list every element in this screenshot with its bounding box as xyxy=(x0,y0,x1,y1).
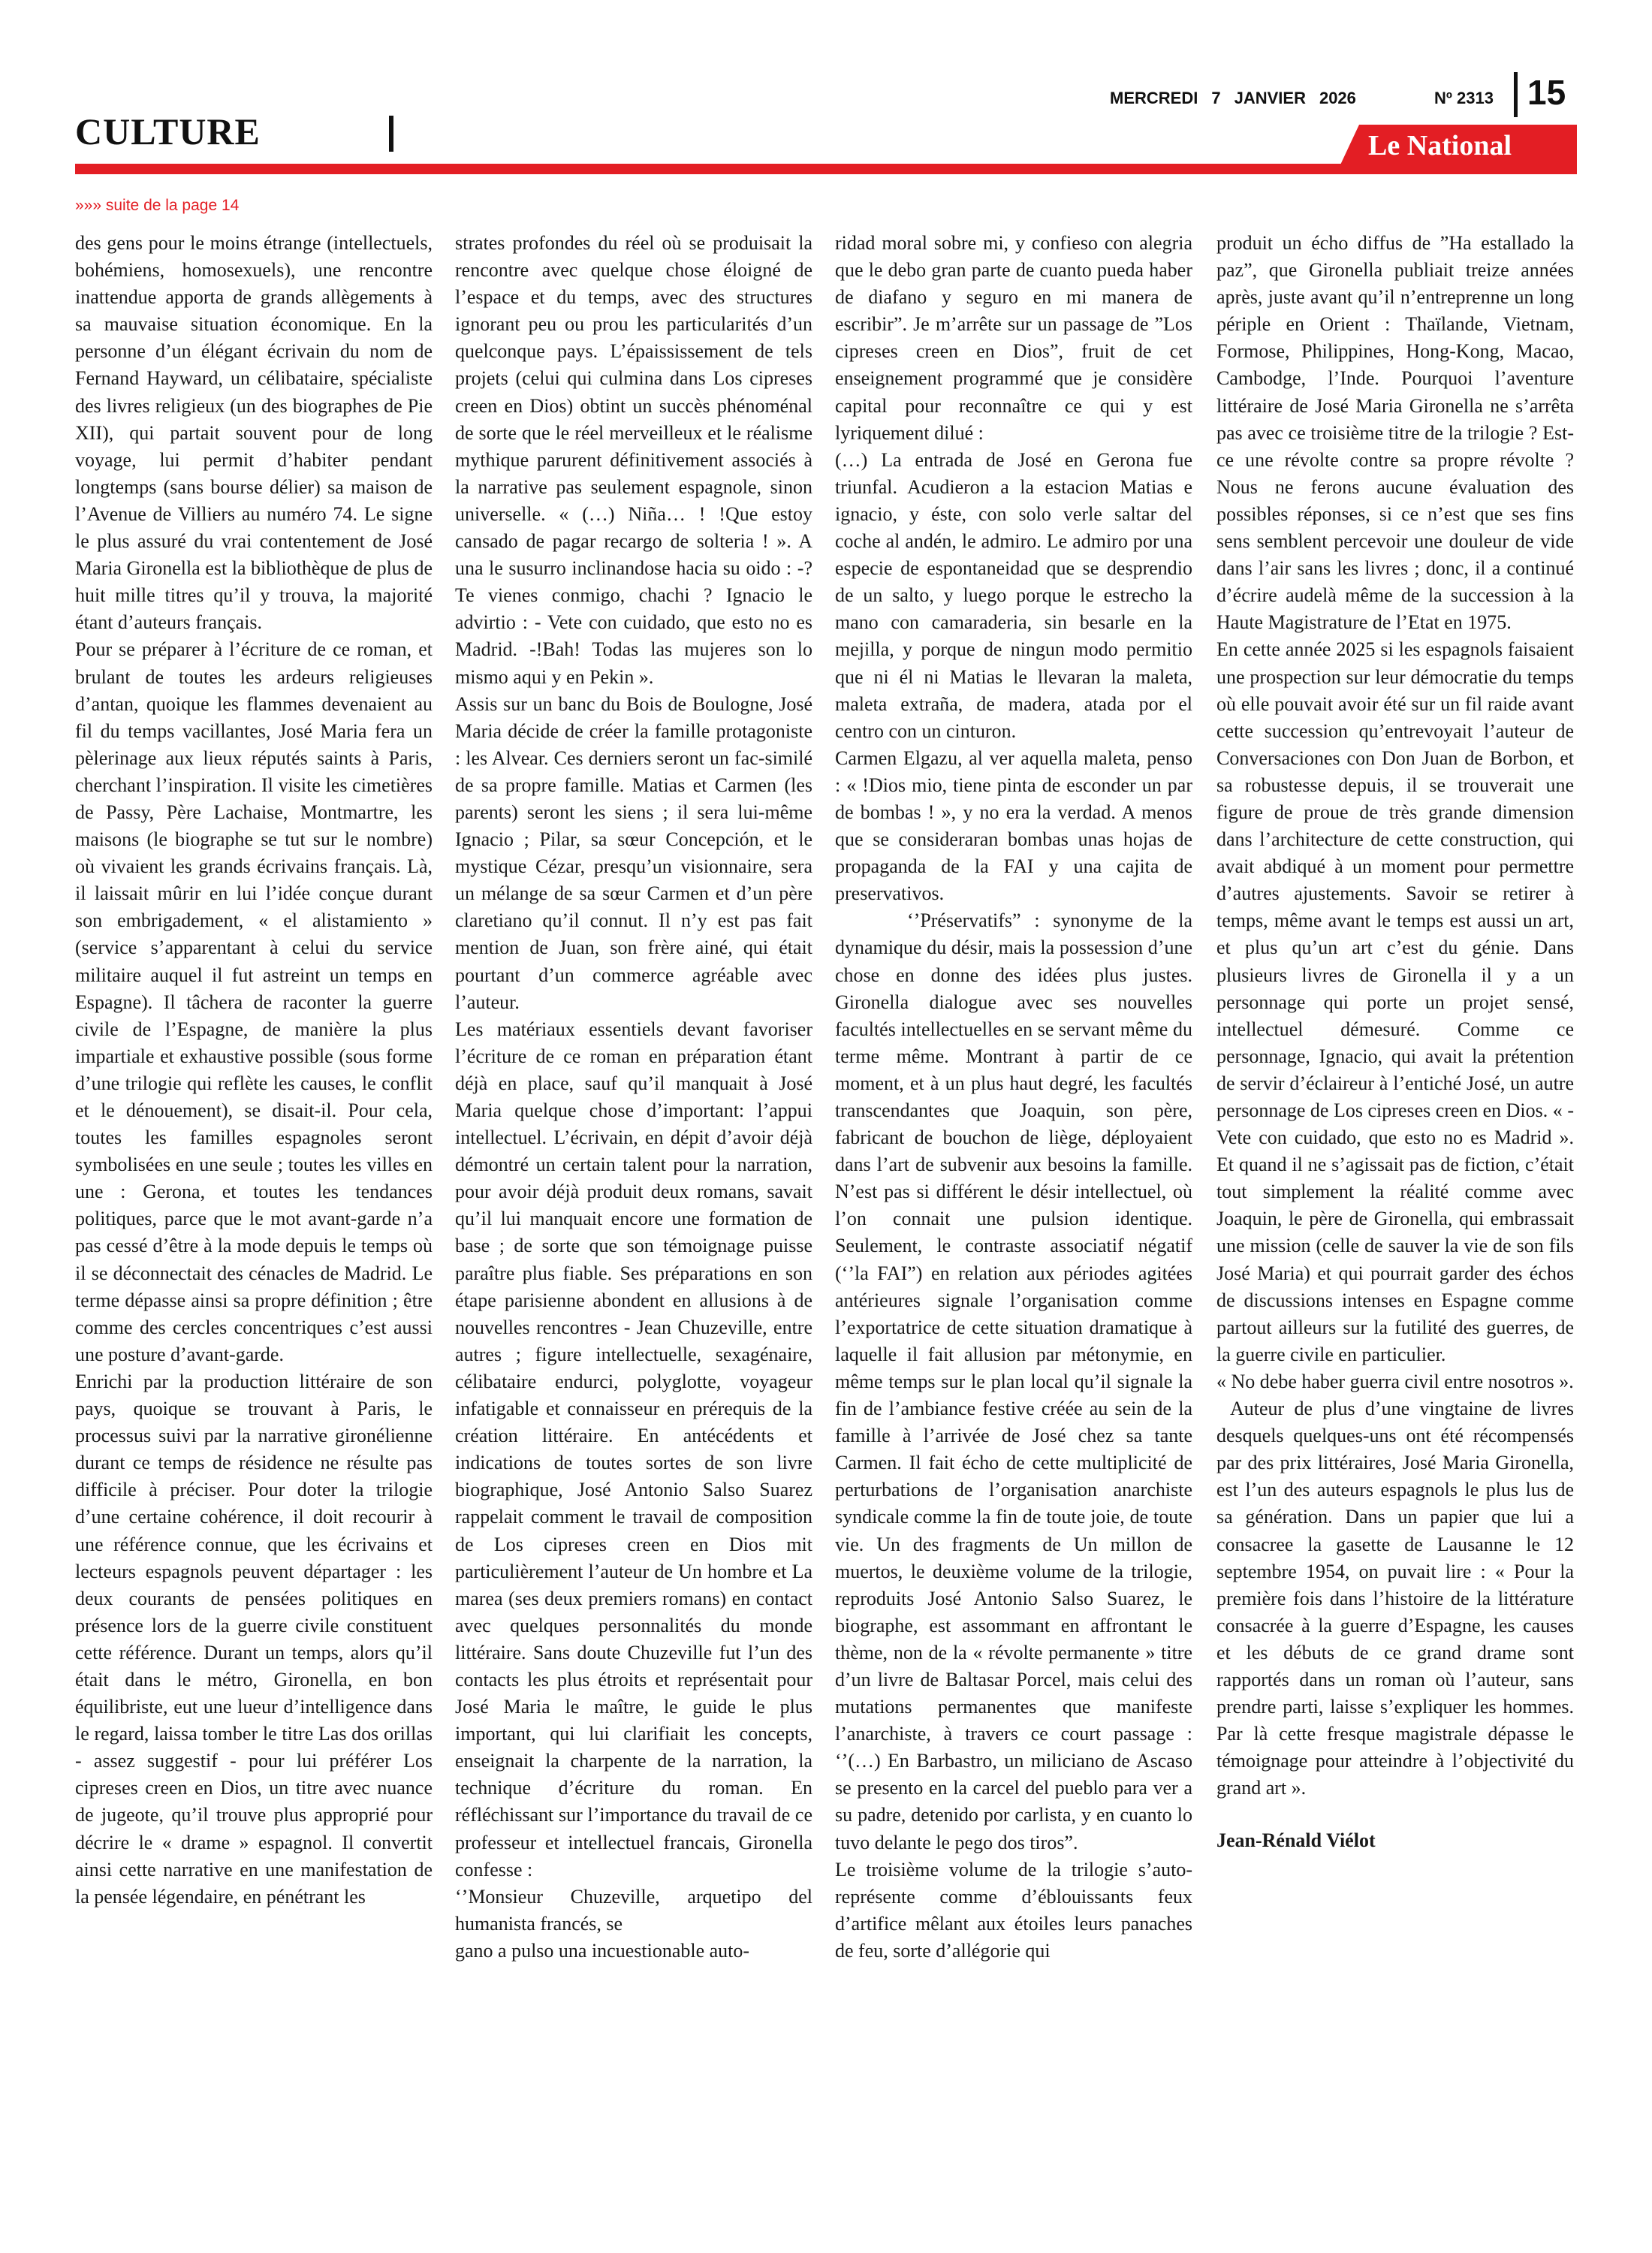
article-column-4 xyxy=(1216,230,1574,1855)
article-column-3 xyxy=(835,230,1192,1965)
paragraph: strates profondes du réel où se produisait la rencontre avec quelque chose éloigné de l’espace et du temps, avec des structures ignorant peu ou prou les particularités d’un quelconque pays. L’épaississement de tels projets (celui qui culmina dans Los cipreses creen en Dios) obtint un succès phénoménal de sorte que le réel merveilleux et le réalisme mythique parurent définitivement associés à la narrative pas seulement espagnole, sinon universelle. « (…) Niña… ! !Que estoy cansado de pagar recargo de solteria ! ». A una le susurro inclinandose hacia su oido : -?Te vienes conmigo, chachi ? Ignacio le advirtio : - Vete con cuidado, que esto no es Madrid. -!Bah! Todas las mujeres son lo mismo aqui y en Pekin ». xyxy=(455,232,812,688)
date-day: 7 xyxy=(1211,89,1221,107)
section-title: CULTURE xyxy=(75,110,261,152)
date-month: JANVIER xyxy=(1234,89,1306,107)
paragraph: Carmen Elgazu, al ver aquella maleta, penso : « !Dios mio, tiene pinta de esconder un par de bombas ! », y no era la verdad. A menos que se consideraran bombas unas hojas de propaganda de la FAI y una cajita de preservativos. xyxy=(835,746,1192,905)
paragraph: Les matériaux essentiels devant favoriser l’écriture de ce roman en préparation étant déjà en place, sauf qu’il manquait à José Maria quelque chose d’important: l’appui intellectuel. L’écrivain, en dépit d’avoir déjà démontré un certain talent pour la narration, pour avoir déjà produit deux romans, savait qu’il lui manquait encore une formation de base ; de sorte que son témoignage puisse paraître plus fiable. Ses préparations en son étape parisienne abondent en allusions à de nouvelles rencontres - Jean Chuzeville, entre autres ; figure intellectuelle, sexagénaire, célibataire endurci, polyglotte, voyageur infatigable et connaisseur en prérequis de la création littéraire. En antécédents et indications de toutes sortes de son livre biographique, José Antonio Salso Suarez rappelait comment le travail de composition de Los cipreses creen en Dios mit particulièrement l’auteur de Un hombre et La marea (ses deux premiers romans) en contact avec quelques personnalités du monde littéraire. Sans doute Chuzeville fut l’un des contacts les plus étroits et représentait pour José Maria le maître, le guide le plus important, qui lui clarifiait les concepts, enseignait la charpente de la narration, la technique d’écriture du roman. En réfléchissant sur l’importance du travail de ce professeur et intellectuel francais, Gironella confesse : xyxy=(455,1018,812,1881)
issue-number: Nº 2313 xyxy=(1434,89,1494,107)
paragraph: En cette année 2025 si les espagnols faisaient une prospection sur leur démocratie du temps où elle pouvait avoir été sur un fil raide avant cette succession qu’entrevoyait l’auteur de Conversaciones con Don Juan de Borbon, et sa robustesse depuis, il se trouverait une figure de proue de très grande dimension dans l’architecture de cette construction, qui avait abdiqué à un moment pour permettre d’autres ajustements. Savoir se retirer à temps, même avant le temps est aussi un art, et plus qu’un art c’est du génie. Dans plusieurs livres de Gironella il y a un personnage qui porte un projet sensé, intellectuel démesuré. Comme ce personnage, Ignacio, qui avait la prétention de servir d’éclaireur à l’entiché José, un autre personnage de Los cipreses creen en Dios. « -Vete con cuidado, que esto no es Madrid ». Et quand il ne s’agissait pas de fiction, c’était tout simplement la réalité comme avec Joaquin, le père de Gironella, qui embrassait une mission (celle de sauver la vie de son fils José Maria) et qui pourrait garder des échos de discussions intenses en Espagne comme partout ailleurs sur la futilité des guerres, de la guerre civile en particulier. xyxy=(1216,638,1574,1365)
brand-label: Le National xyxy=(1368,130,1512,161)
paragraph: Le troisième volume de la trilogie s’auto-représente comme d’éblouissants feux d’artifice mêlant aux étoiles leurs panaches de feu, sorte d’allégorie qui xyxy=(835,1858,1192,1962)
page-number-divider xyxy=(1514,72,1518,117)
paragraph: Auteur de plus d’une vingtaine de livres desquels quelques-uns ont été récompensés par des prix littéraires, José Maria Gironella, est l’un des auteurs espagnols le plus lus de sa génération. Dans un papier que lui a consacree la gasette de Lausanne le 12 septembre 1954, on puvait lire : « Pour la première fois dans l’histoire de la littérature consacrée à la guerre d’Espagne, les causes et les débuts de ce grand drame sont rapportés dans un roman où l’auteur, sans prendre parti, laisse s’expliquer les hommes. Par là cette fresque magistrale dépasse le témoignage pour atteindre à l’objectivité du grand art ». xyxy=(1216,1398,1574,1799)
article-column-1 xyxy=(75,230,433,1911)
paragraph: gano a pulso una incuestionable auto- xyxy=(455,1939,750,1962)
continued-from-link[interactable]: »»» suite de la page 14 xyxy=(75,197,240,214)
paragraph: ‘’Monsieur Chuzeville, arquetipo del humanista francés, se xyxy=(455,1885,812,1935)
date-year: 2026 xyxy=(1319,89,1356,107)
weekday: MERCREDI xyxy=(1110,89,1198,107)
paragraph: Assis sur un banc du Bois de Boulogne, José Maria décide de créer la famille protagoniste : les Alvear. Ces derniers seront un fac-similé de sa propre famille. Matias et Carmen (les parents) seront les siens ; il sera lui-même Ignacio ; Pilar, sa sœur Concepción, et le mystique Cézar, presqu’un visionnaire, sera un mélange de sa sœur Carmen et d’un père claretiano qu’il connut. Il n’y est pas fait mention de Juan, son frère ainé, qui était pourtant d’un commerce agréable avec l’auteur. xyxy=(455,692,812,1013)
paragraph: Pour se préparer à l’écriture de ce roman, et brulant de toutes les ardeurs religieuses d’antan, quoique les flammes devenaient au fil du temps vacillantes, José Maria fera un pèlerinage aux lieux réputés saints à Paris, cherchant l’inspiration. Il visite les cimetières de Passy, Père Lachaise, Montmartre, les maisons (le biographe se tut sur le nombre) où vivaient les grands écrivains français. Là, il laissait mûrir en lui l’idée conçue durant son embrigadement, « el alistamiento » (service s’apparentant à celui du service militaire auquel il fut astreint un temps en Espagne). Il tâchera de raconter la guerre civile de l’Espagne, de manière la plus impartiale et exhaustive possible (sous forme d’une trilogie qui reflète les causes, le conflit et le dénouement), se disait-il. Pour cela, toutes les familles espagnoles seront symbolisées en une seule ; toutes les villes en une : Gerona, et toutes les tendances politiques, parce que le mot avant-garde n’a pas cessé d’être à la mode depuis le temps où il se déconnectait des cénacles de Madrid. Le terme dépasse ainsi sa propre définition ; être comme des cercles concentriques c’est aussi une posture d’avant-garde. xyxy=(75,638,433,1365)
paragraph: Enrichi par la production littéraire de son pays, quoique se trouvant à Paris, le processus suivi par la narrative gironélienne durant ce temps de résidence ne résulte pas difficile à préciser. Pour doter la trilogie d’une certaine cohérence, il doit recourir à une référence connue, que les écrivains et lecteurs espagnols peuvent départager : les deux courants de pensées politiques en présence lors de la guerre civile constituent cette référence. Durant un temps, alors qu’il était dans le métro, Gironella, en bon équilibriste, eut une lueur d’intelligence dans le regard, laissa tomber le titre Las dos orillas - assez suggestif - pour lui préférer Los cipreses creen en Dios, un titre avec nuance de jugeote, qu’il trouve plus approprié pour décrire le « drame » espagnol. Il convertit ainsi cette narrative en une manifestation de la pensée légendaire, en pénétrant les xyxy=(75,1370,433,1908)
paragraph: (…) La entrada de José en Gerona fue triunfal. Acudieron a la estacion Matias e ignacio, y éste, con solo verle saltar del coche al andén, le admiro. Le admiro por una especie de espontaneidad que se desprendio de un salto, y luego porque le estrecho la mano con camaraderia, sin besarle en la mejilla, y porque de ningun modo permitio que ni él ni Matias le llevaran la maleta, maleta extraña, de madera, atada por el centro con un cinturon. xyxy=(835,448,1192,742)
paragraph: ridad moral sobre mi, y confieso con alegria que le debo gran parte de cuanto pueda haber de diafano y seguro en mi manera de escribir”. Je m’arrête sur un passage de ”Los cipreses creen en Dios”, fruit de cet enseignement programmé que je considère capital pour reconnaître ce qui y est lyriquement dilué : xyxy=(835,232,1192,444)
article-column-2 xyxy=(455,230,812,1965)
section-title-divider xyxy=(389,116,393,152)
dateline xyxy=(1110,89,1370,108)
paragraph: ‘’Préservatifs” : synonyme de la dynamique du désir, mais la possession d’une chose en donne des idées plus justes. Gironella dialogue avec ses nouvelles facultés intellectuelles en se servant même du terme même. Montrant à partir de ce moment, et à un plus haut degré, les facultés transcendantes que Joaquin, son père, fabricant de bouchon de liège, déployaient dans l’art de subvenir aux besoins la famille. N’est pas si différent le désir intellectuel, où l’on connait une pulsion identique. Seulement, le contraste associatif négatif (‘’la FAI”) en relation aux périodes agitées antérieures signale l’organisation comme l’exportatrice de cette situation dramatique à laquelle il fait allusion par métonymie, en même temps sur le plan local qu’il signale la fin de l’ambiance festive créée au sein de la famille à l’arrivée de José chez sa tante Carmen. Il fait écho de cette multiplicité de perturbations de l’organisation anarchiste syndicale comme la fin de toute joie, de toute vie. Un des fragments de Un millon de muertos, le deuxième volume de la trilogie, reproduits José Antonio Salso Suarez, le biographe, est assommant en affrontant le thème, non de la « révolte permanente » titre d’un livre de Baltasar Porcel, mais celui des mutations permanentes que manifeste l’anarchiste, à travers ce court passage : ‘’(…) En Barbastro, un miliciano de Ascaso se presento en la carcel del pueblo para ver a su padre, detenido por carlista, y en cuanto lo tuvo delante le pego dos tiros”. xyxy=(835,909,1192,1853)
author-signature: Jean-Rénald Viélot xyxy=(1216,1829,1376,1852)
paragraph: des gens pour le moins étrange (intellectuels, bohémiens, homosexuels), une rencontre inattendue apporta de grands allègements à sa mauvaise situation économique. En la personne d’un élégant écrivain du nom de Fernand Hayward, un célibataire, spécialiste des livres religieux (un des biographes de Pie XII), qui partait souvent pour de long voyage, lui permit d’habiter pendant longtemps (sans bourse délier) sa maison de l’Avenue de Villiers au numéro 74. Le signe le plus assuré du vrai contentement de José Maria Gironella est la bibliothèque de plus de huit mille titres qu’il y trouva, la majorité étant d’auteurs français. xyxy=(75,232,433,634)
paragraph: produit un écho diffus de ”Ha estallado la paz”, que Gironella publiait treize années après, juste avant qu’il n’entreprenne un long périple en Orient : Thaïlande, Vietnam, Formose, Philippines, Hong-Kong, Macao, Cambodge, l’Inde. Pourquoi l’aventure littéraire de José Maria Gironella ne s’arrêta pas avec ce troisième titre de la trilogie ? Est-ce une révolte contre sa propre révolte ? Nous ne ferons aucune évaluation des possibles réponses, si ce n’est que ses fins sens semblent percevoir une douleur de vide dans l’air sans les livres ; donc, il a continué d’écrire audelà même de la succession à la Haute Magistrature de l’Etat en 1975. xyxy=(1216,232,1574,634)
page-number: 15 xyxy=(1527,73,1566,112)
paragraph: « No debe haber guerra civil entre nosotros ». xyxy=(1216,1370,1574,1392)
